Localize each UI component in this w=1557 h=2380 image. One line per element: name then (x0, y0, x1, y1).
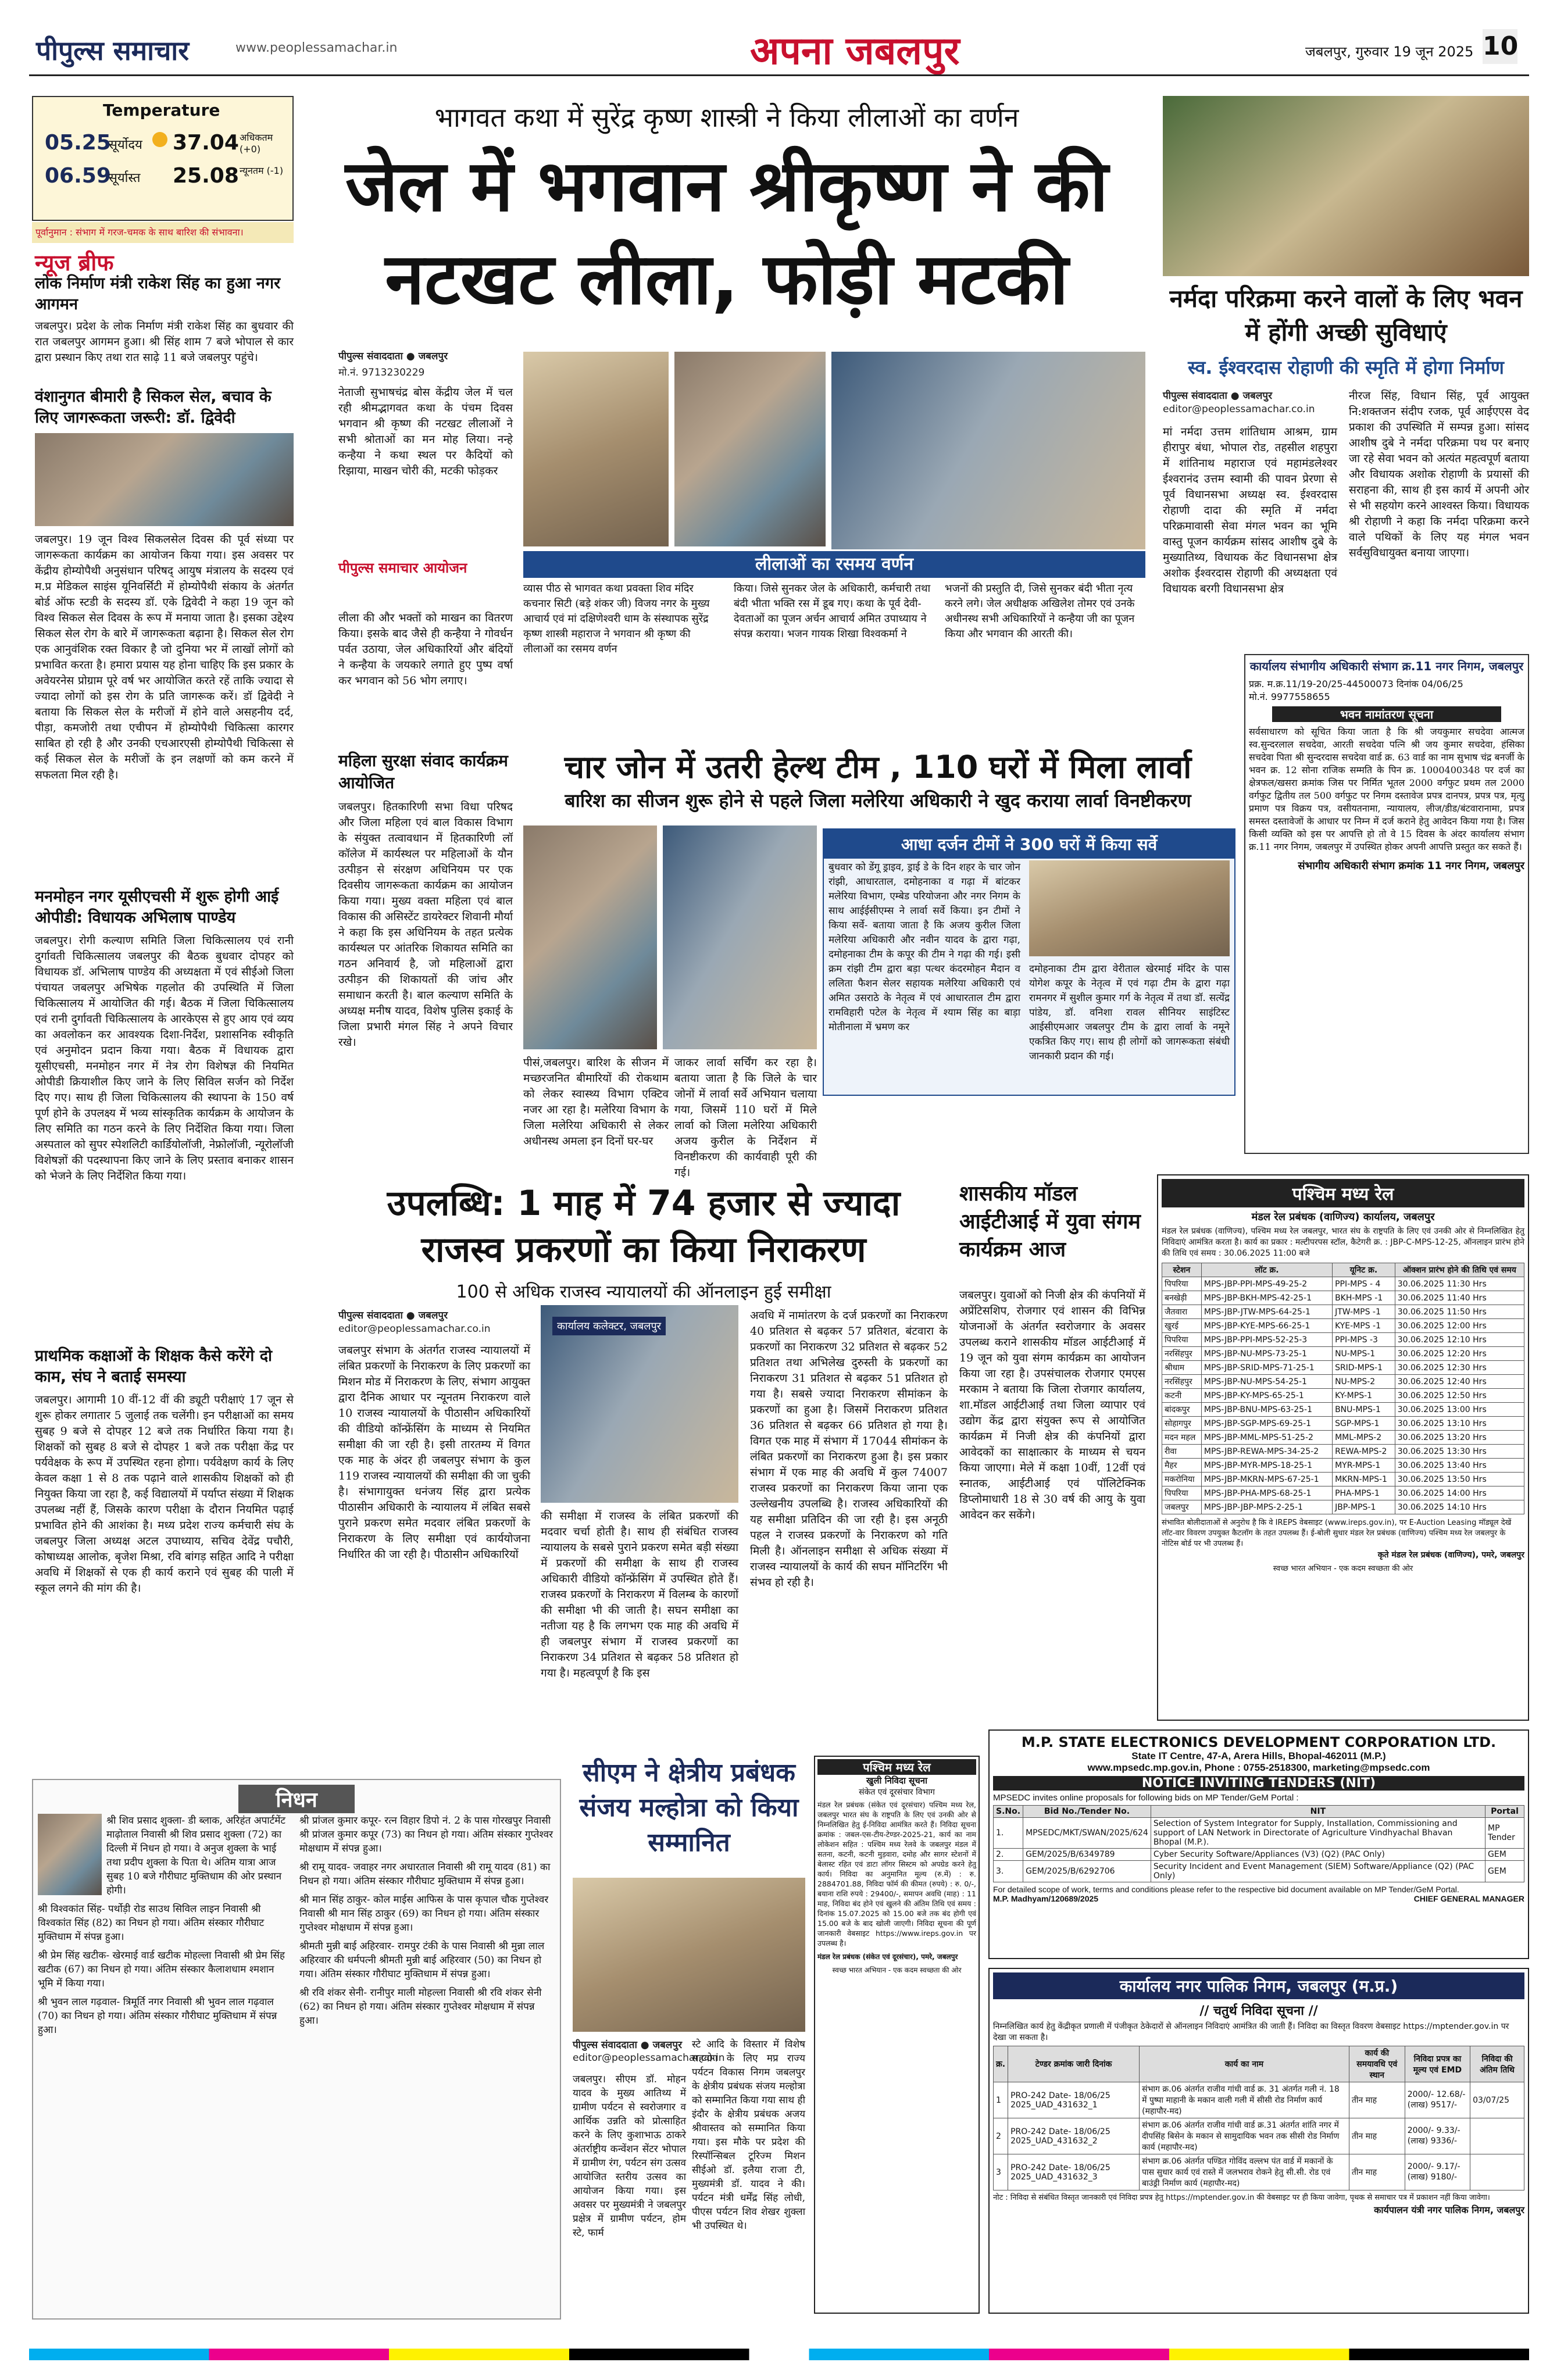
table-row (1162, 1333, 1524, 1347)
railway-header-cell: यूनिट क्र. (1333, 1263, 1395, 1277)
railway-cell: MYR-MPS-1 (1333, 1459, 1395, 1473)
railway-cell: नरसिंहपुर (1162, 1347, 1202, 1361)
nidhan-entry: श्रीमती मुन्नी बाई अहिरवार- रामपुर टंकी के पास निवासी श्री मुन्ना लाल अहिरवार की धर्मपत्नी श्रीमती मुन्नी बाई अहिरवार (50) का निधन हो गया। अंतिम संस्कार गौरीघाट मुक्तिधाम में संपन्न हुआ। (299, 1941, 545, 1980)
malaria-photo-1 (523, 826, 657, 1049)
railway-cell: 30.06.2025 13:30 Hrs (1395, 1445, 1524, 1459)
railway-cell: रीवा (1162, 1445, 1202, 1459)
table-row (994, 2118, 1524, 2154)
table-row (1162, 1486, 1524, 1500)
table-row (994, 1861, 1524, 1882)
mpsedc-cell: GEM/2025/B/6292706 (1023, 1861, 1151, 1882)
railway-cell: खुरई (1162, 1319, 1202, 1333)
mpsedc-notice (988, 1729, 1529, 1959)
railway-cell: 30.06.2025 13:20 Hrs (1395, 1431, 1524, 1445)
rail2-sub: संकेत एवं दूरसंचार विभाग (859, 1788, 935, 1797)
railway-cell: 30.06.2025 14:10 Hrs (1395, 1500, 1524, 1514)
property-sign: संभागीय अधिकारी संभाग क्रमांक 11 नगर निगम, जबलपुर (1298, 860, 1524, 872)
lead-byline: पीपुल्स संवाददाता ● जबलपुर (338, 351, 448, 362)
table-row (1162, 1319, 1524, 1333)
railway-cell: बांदकपुर (1162, 1403, 1202, 1417)
nn-intro: निम्नलिखित कार्य हेतु केंद्रीकृत प्रणाली में पंजीकृत ठेकेदारों से ऑनलाइन निविदाएं आमंत्रित की जाती हैं। निविदा का विस्तृत विवरण वेबसाइट https://mptender.gov.in पर देखा जा सकता है। (993, 2022, 1509, 2042)
malaria-box-title: आधा दर्जन टीमों ने 300 घरों में किया सर्वे (824, 830, 1234, 859)
cm-headline: सीएम ने क्षेत्रीय प्रबंधक संजय मल्होत्रा को किया सम्मानित (579, 1758, 799, 1857)
railway-cell: JBP-MPS-1 (1333, 1500, 1395, 1514)
sunrise-value: 05.25 (45, 131, 111, 155)
property-ref: प्रक्र. म.क्र.11/19-20/25-44500073 दिनांक 04/06/25 (1249, 678, 1463, 689)
railway-cell: NU-MPS-1 (1333, 1347, 1395, 1361)
malaria-box-text-1: बुधवार को डेंगू ड्राइव, ड्राई डे के दिन शहर के चार जोन रांझी, आधारताल, दमोहनाका व गढ़ा में बांटकर मलेरिया विभाग, एम्बेड परियोजना और नगर निगम के साथ आईईसीएम्स ने लार्वा सर्वे किया। इन टीमों ने किया सर्वे- बताया जाता है कि अजय कुरील जिला मलेरिया अधिकारी और नवीन यादव के द्वारा गढ़ा, दमोहनाका टीम के कपूर की टीम ने गढ़ा की गई। इसी क्रम रांझी टीम द्वारा बड़ा पत्थर कंदरमोहन मैदान व ललिता फैशन सेलर सहायक मलेरिया अधिकारी एवं अमित उसराठे के नेतृत्व में एवं आधारताल टीम द्वारा रामविहारी पटेल के नेतृत्व में श्याम सिंह का बाड़ा मोतीनाला में भ्रमण कर (829, 862, 1020, 1033)
nidhan-photo-1 (38, 1814, 102, 1895)
nagar_nigam-cell: PRO-242 Date- 18/06/25 2025_UAD_431632_1 (1008, 2082, 1140, 2118)
railway-cell: 30.06.2025 13:50 Hrs (1395, 1473, 1524, 1486)
property-title: भवन नामांतरण सूचना (1272, 706, 1501, 722)
railway-cell: सोहागपुर (1162, 1417, 1202, 1431)
railway-notice (1157, 1174, 1529, 1721)
mpsedc-sign: CHIEF GENERAL MANAGER (1413, 1894, 1524, 1903)
railway-cell: MPS-JBP-KY-MPS-65-25-1 (1201, 1389, 1332, 1403)
nidhan-entry: श्री प्रांजल कुमार कपूर- रत्न विहार डिपो नं. 2 के पास गोरखपुर निवासी श्री प्रांजल कुमार कपूर (73) का निधन हो गया। अंतिम संस्कार गुप्तेश्वर मोक्षधाम में संपन्न हुआ। (299, 1815, 553, 1854)
railway-cell: MKRN-MPS-1 (1333, 1473, 1395, 1486)
nagar_nigam-header-cell: टेण्डर क्रमांक जारी दिनांक (1008, 2046, 1140, 2082)
nagar_nigam-cell: 2 (994, 2118, 1008, 2154)
cm-text-1: जबलपुर। सीएम डॉ. मोहन यादव के मुख्य आतिथ्य में ग्रामीण पर्यटन से स्वरोजगार व आर्थिक उन्नति को प्रोत्साहित करने के लिए कुशाभाऊ ठाकरे अंतर्राष्ट्रीय कन्वेंशन सेंटर भोपाल में ग्रामीण रंग, पर्यटन संग उत्सव आयोजित स्तरीय उत्सव का आयोजन किया गया। इस अवसर पर मुख्यमंत्री ने जबलपुर प्रक्षेत्र में ग्रामीण पर्यटन, होम स्टे, फार्म (573, 2074, 686, 2239)
table-row (1162, 1361, 1524, 1375)
railway-cell: 30.06.2025 12:00 Hrs (1395, 1319, 1524, 1333)
railway-cell: MML-MPS-2 (1333, 1431, 1395, 1445)
issue-date: जबलपुर, गुरुवार 19 जून 2025 (1305, 44, 1474, 60)
brief-title-1: लोक निर्माण मंत्री राकेश सिंह का हुआ नगर आगमन (35, 274, 281, 313)
railway-cell: पिपरिया (1162, 1486, 1202, 1500)
mahila-headline: महिला सुरक्षा संवाद कार्यक्रम आयोजित (338, 751, 508, 792)
nagar_nigam-cell: PRO-242 Date- 18/06/25 2025_UAD_431632_2 (1008, 2118, 1140, 2154)
mpsedc-header-cell: S.No. (994, 1806, 1023, 1818)
railway-cell: 30.06.2025 11:50 Hrs (1395, 1305, 1524, 1319)
nidhan-col-1 (38, 1814, 288, 2037)
lead-headline: जेल में भगवान श्रीकृष्ण ने की नटखट लीला, फोड़ी मटकी (345, 145, 1109, 320)
rail2-sign: मंडल रेल प्रबंधक (संकेत एवं दूरसंचार), पमरे, जबलपुर (817, 1953, 958, 1961)
railway-cell: MPS-JBP-NU-MPS-54-25-1 (1201, 1375, 1332, 1389)
iti-headline: शासकीय मॉडल आईटीआई में युवा संगम कार्यक्रम आज (959, 1182, 1141, 1262)
railway-slogan: स्वच्छ भारत अभियान - एक कदम स्वच्छता की ओर (1273, 1564, 1413, 1573)
mpsedc-cell: 2. (994, 1849, 1023, 1861)
lead-photo-center (831, 352, 1145, 549)
railway-cell: BKH-MPS -1 (1333, 1291, 1395, 1305)
railway-cell: MPS-JBP-SRID-MPS-71-25-1 (1201, 1361, 1332, 1375)
nagar_nigam-cell: 2000/- 9.33/- (लाख) 9336/- (1405, 2118, 1470, 2154)
nidhan-entry: श्री प्रेम सिंह खटीक- खेरमाई वार्ड खटीक मोहल्ला निवासी श्री प्रेम सिंह खटीक (67) का निधन हो गया। अंतिम संस्कार कैलाशधाम श्मशान भूमि में किया गया। (38, 1950, 285, 1989)
table-row (994, 2154, 1524, 2190)
lead-photo-main (523, 352, 669, 546)
nidhan-entry: श्री विश्वकांत सिंह- पर्थोड़ी रोड साउथ सिविल लाइन निवासी श्री विश्वकांत सिंह (82) का निधन हो गया। अंतिम संस्कार गौरीघाट मुक्तिधाम में संपन्न हुआ। (38, 1903, 265, 1943)
mpsedc-title: M.P. STATE ELECTRONICS DEVELOPMENT CORPORATION LTD. (1021, 1734, 1497, 1750)
lead-col-a: व्यास पीठ से भागवत कथा प्रवक्ता शिव मंदिर कचनार सिटी (बड़े शंकर जी) विजय नगर के मुख्य आचार्य एवं मां दक्षिणेश्वरी धाम के संस्थापक सुरेंद्र कृष्ण शास्त्री महाराज ने भगवान श्री कृष्ण की लीलाओं का रसमय वर्णन (523, 583, 710, 655)
nn-table (993, 2046, 1524, 2190)
property-text: सर्वसाधारण को सूचित किया जाता है कि श्री जयकुमार सचदेवा आत्मज स्व.सुन्दरलाल सचदेवा, आरती सचदेवा पत्नि श्री जय कुमार सचदेवा, हंसिका सचदेवा पिता श्री सुन्दरदास सचदेवा वार्ड क्र. 63 वार्ड का नाम सुभाष चंद्र बनर्जी के भवन क्र. 12 सोना राजिक सम्मति के पिन क्र. 1000400348 पर दर्ज का क्षेत्रफल/खसरा क्रमांक जिस पर निर्मित भूतल 2000 वर्गफुट प्रथम तल 2000 वर्गफुट द्वितीय तल 500 वर्गफुट पर निगम दस्तावेज प्रपत्र दानपत्र, प्रपत्र पत्र, मृत्यु प्रमाण पत्र विक्रय पत्र, वसीयतनामा, न्यायालय, लीज/डीड/बंटवारानामा, प्रपत्र समस्त दस्तावेजों के आधार पर निम्न में दर्ज कराने हेतु आवेदन किया गया है। जिस किसी व्यक्ति को इस पर आपत्ति हो तो वे 15 दिवस के अंदर कार्यालय संभाग क्र.11 नगर निगम, जबलपुर में उपस्थित होकर अपनी आपत्ति प्रस्तुत कर सकते हैं। (1249, 726, 1524, 852)
railway-cell: REWA-MPS-2 (1333, 1445, 1395, 1459)
nagar_nigam-header-cell: क्र. (994, 2046, 1008, 2082)
railway-cell: 30.06.2025 13:10 Hrs (1395, 1417, 1524, 1431)
masthead (0, 0, 1557, 87)
railway-cell: नरसिंहपुर (1162, 1375, 1202, 1389)
mpsedc-table (993, 1805, 1524, 1882)
table-row (1162, 1431, 1524, 1445)
nagar_nigam-cell: 1 (994, 2082, 1008, 2118)
railway-office: मंडल रेल प्रबंधक (वाणिज्य) कार्यालय, जबलपुर (1251, 1211, 1435, 1223)
lead-text-1: नेताजी सुभाषचंद्र बोस केंद्रीय जेल में चल रही श्रीमद्भागवत कथा के पंचम दिवस भगवान श्री कृष्ण की नटखट लीलाओं ने सभी श्रोताओं का मन मोह लिया। नन्हे कन्हैया ने कथा स्थल पर कैदियों को रिझाया, माखन चोरी की, मटकी फोड़कर (338, 386, 513, 477)
malaria-sub: बारिश का सीजन शुरू होने से पहले जिला मलेरिया अधिकारी ने खुद कराया लार्वा विनष्टीकरण (565, 789, 1191, 812)
color-registration-bar (29, 2349, 1529, 2360)
lead-ad-line: पीपुल्स समाचार आयोजन (338, 560, 467, 576)
mpsedc-cell: MP Tender (1485, 1818, 1524, 1849)
railway-cell: 30.06.2025 13:40 Hrs (1395, 1459, 1524, 1473)
mpsedc-cell: GEM (1485, 1861, 1524, 1882)
railway-cell: KY-MPS-1 (1333, 1389, 1395, 1403)
mpsedc-addr: State IT Centre, 47-A, Arera Hills, Bhopal-462011 (M.P.) (1131, 1750, 1386, 1761)
nagar_nigam-header-cell: निविदा प्रपत्र का मूल्य एवं EMD (1405, 2046, 1470, 2082)
narmada-headline: नर्मदा परिक्रमा करने वालों के लिए भवन में होंगी अच्छी सुविधाएं (1169, 284, 1523, 346)
mpsedc-nit: NOTICE INVITING TENDERS (NIT) (993, 1776, 1524, 1791)
nidhan-col-2 (299, 1814, 555, 2028)
nn-footer: नोट : निविदा से संबंधित विस्तृत जानकारी एवं निविदा प्रपत्र हेतु https://mptender.gov.in की वेबसाइट पर ही किया जावेगा, पृथक से समाचार पत्र में प्रकाशन नहीं किया जावेगा। (993, 2193, 1490, 2202)
railway-intro: मंडल रेल प्रबंधक (वाणिज्य), पश्चिम मध्य रेल जबलपुर, भारत संघ के राष्ट्रपति के लिए एवं उनकी ओर से निम्नलिखित हेतु निविदाएं आमंत्रित करता है। कार्य का प्रकार : मल्टीपरपस स्टॉल, कैटेगरी क्र. : JBP-C-MPS-12-25, ऑनलाइन प्रारंभ होने की तिथि एवं समय : 30.06.2025 11:00 बजे (1162, 1227, 1524, 1258)
railway-cell: 30.06.2025 11:30 Hrs (1395, 1277, 1524, 1291)
malaria-box-photo (1029, 860, 1230, 956)
narmada-sub: स्व. ईश्वरदास रोहाणी की स्मृति में होगा निर्माण (1188, 356, 1504, 378)
min-temp: 25.08 (173, 164, 239, 188)
railway-cell: MPS-JBP-KYE-MPS-66-25-1 (1201, 1319, 1332, 1333)
malaria-photo-2 (663, 826, 817, 1049)
lead-col-c: भजनों की प्रस्तुति दी, जिसे सुनकर बंदी भीता नृत्य करने लगे। जेल अधीक्षक अखिलेश तोमर एवं उनके अधीनस्थ सभी अधिकारियों ने कन्हैया जी का पूजन किया और भगवान की आरती की। (945, 583, 1135, 640)
rail2-title: पश्चिम मध्य रेल (817, 1759, 976, 1775)
railway-cell: 30.06.2025 12:50 Hrs (1395, 1389, 1524, 1403)
nagar_nigam-cell (1470, 2154, 1524, 2190)
table-row (1162, 1277, 1524, 1291)
railway-title: पश्चिम मध्य रेल (1162, 1179, 1524, 1207)
sunset-value: 06.59 (45, 164, 111, 188)
nagar_nigam-cell: संभाग क्र.06 अंतर्गत राजीव गांधी वार्ड क्र.31 अंतर्गत शांति नगर में दीपसिंह बिसेन के मकान से सामुदायिक भवन तक सीसी रोड निर्माण कार्य (महापौर-मद) (1140, 2118, 1349, 2154)
table-row (1162, 1389, 1524, 1403)
mpsedc-cell: Cyber Security Software/Appliances (V3) (Q2) (PAC Only) (1151, 1849, 1485, 1861)
max-temp-label: अधिकतम (+0) (240, 132, 273, 155)
temperature-title: Temperature (103, 101, 220, 120)
revenue-headline-2: राजस्व प्रकरणों का किया निराकरण (421, 1230, 866, 1270)
page-number: 10 (1483, 29, 1517, 64)
railway-cell: मदन महल (1162, 1431, 1202, 1445)
max-temp: 37.04 (173, 131, 239, 155)
railway-cell: MPS-JBP-NU-MPS-73-25-1 (1201, 1347, 1332, 1361)
mpsedc-cell: GEM/2025/B/6349789 (1023, 1849, 1151, 1861)
nagar_nigam-cell: संभाग क्र.06 अंतर्गत राजीव गांधी वार्ड क्र. 31 अंतर्गत गली नं. 18 में पुष्पा माहानी के मकान वाली गली में सीसी रोड निर्माण कार्य (महापौर-मद) (1140, 2082, 1349, 2118)
railway-cell: जबलपुर (1162, 1500, 1202, 1514)
railway-cell: पिपरिया (1162, 1333, 1202, 1347)
property-office: कार्यालय संभागीय अधिकारी संभाग क्र.11 नगर निगम, जबलपुर (1249, 659, 1524, 673)
mpsedc-header-cell: Portal (1485, 1806, 1524, 1818)
table-row (1162, 1445, 1524, 1459)
nagar_nigam-cell: 03/07/25 (1470, 2082, 1524, 2118)
table-row (1162, 1305, 1524, 1319)
cm-byline: पीपुल्स संवाददाता ● जबलपुर (573, 2039, 683, 2051)
brief-text-3: जबलपुर। रोगी कल्याण समिति जिला चिकित्सालय एवं रानी दुर्गावती चिकित्सालय जबलपुर की बैठक बुधवार दोपहर को विधायक डॉ. अभिलाष पाण्डेय की अध्यक्षता में एवं सीईओ जिला पंचायत जबलपुर अभिषेक गहलोत की उपस्थिति में जिला चिकित्सालय में आयोजित की गई। बैठक में जिला चिकित्सालय एवं रानी दुर्गावती चिकित्सालय के आरकेएस से हुए आय एवं व्यय का अवलोकन कर आवश्यक दिशा-निर्देश, प्रशासनिक स्वीकृति एवं अनुमोदन प्रदान किया गया। बैठक में विधायक द्वारा यूसीएचसी, मनमोहन नगर में नेत्र रोग विशेषज्ञ की नियमित ओपीडी क्रियाशील किए जाने के लिए सिविल सर्जन को निर्देश दिए गए। साथ ही जिला चिकित्सालय की स्थापना के 150 वर्ष पूर्ण होने के उपलक्ष्य में भव्य सांस्कृतिक कार्यक्रम के आयोजन के लिए समिति का गठन करने के लिए निर्देशित किया गया। जिला अस्पताल को सुपर स्पेशलिटी कार्डियोलॉजी, नेफ्रोलॉजी, न्यूरोलॉजी विशेषज्ञों की पदस्थापना किए जाने के लिए प्रस्ताव बनाकर शासन को भेजने के लिए निर्देशित किया गया। (35, 934, 294, 1182)
revenue-text-1: जबलपुर संभाग के अंतर्गत राजस्व न्यायालयों में लंबित प्रकरणों के निराकरण के लिए प्रकरणों का मिशन मोड में निराकरण के लिए, संभाग आयुक्त द्वारा दैनिक आधार पर न्यूनतम निराकरण वाले 10 राजस्व न्यायालयों के पीठासीन अधिकारियों की वीडियो कॉन्फ्रेंसिंग के माध्यम से नियमित समीक्षा की जा रही है। इसी तारतम्य में विगत एक माह के अंदर ही जबलपुर संभाग के कुल 119 राजस्व न्यायालयों की समीक्षा की जा चुकी है। संभागायुक्त धनंजय सिंह द्वारा प्रत्येक पीठासीन अधिकारी के न्यायालय में लंबित सबसे पुराने प्रकरण समेत मदवार लंबित प्रकरणों के निराकरण के लिए समीक्षा एवं कार्ययोजना निर्धारित की जा रही है। पीठासीन अधिकारियों (338, 1344, 530, 1561)
railway-cell: श्रीधाम (1162, 1361, 1202, 1375)
railway-cell: MPS-JBP-JBP-MPS-2-25-1 (1201, 1500, 1332, 1514)
nagar_nigam-cell: तीन माह (1349, 2118, 1405, 2154)
railway-cell: मैहर (1162, 1459, 1202, 1473)
narmada-photo (1163, 96, 1529, 276)
revenue-photo-label: कार्यालय कलेक्टर, जबलपुर (552, 1317, 666, 1335)
nidhan-entry: श्री रामू यादव- जवाहर नगर अधारताल निवासी श्री रामू यादव (81) का निधन हो गया। अंतिम संस्कार गौरीघाट मुक्तिधाम में संपन्न हुआ। (299, 1861, 551, 1887)
mahila-text: जबलपुर। हितकारिणी सभा विधा परिषद और जिला महिला एवं बाल विकास विभाग के संयुक्त तत्वावधान में हितकारिणी लॉ कॉलेज में कार्यस्थल पर महिलाओं के यौन उत्पीड़न से संरक्षण अधिनियम पर एक दिवसीय जागरूकता कार्यक्रम का आयोजन किया गया। मुख्य वक्ता महिला एवं बाल विकास की असिस्टेंट डायरेक्टर शिवानी मौर्या ने कहा कि इस अधिनियम के तहत प्रत्येक कार्यस्थल पर आंतरिक शिकायत समिति का गठन अनिवार्य है, जो महिलाओं द्वारा उत्पीड़न की शिकायतों की जांच और समाधान करती है। बाल कल्याण समिति के अध्यक्ष मनीष यादव, विशेष पुलिस इकाई के जिला प्रभारी मंगल सिंह ने अपने विचार रखे। (338, 801, 513, 1049)
lead-photo-right (674, 352, 826, 546)
narmada-email[interactable]: editor@peoplessamachar.co.in (1163, 403, 1315, 415)
paper-name: पीपुल्स समाचार (36, 35, 190, 66)
malaria-col-2: जाकर लार्वा सर्चिंग कर रहा है। बताया जाता है कि जिले के चार जोनों में लार्वा सर्वे अभियान चलाया गया, जिसमें 110 घरों में मिले लार्वा को जिला मलेरिया अधिकारी अजय कुरील के निर्देशन में विनष्टीकरण की कार्यवाही पूरी की गई। (674, 1056, 817, 1179)
railway-cell: MPS-JBP-BNU-MPS-63-25-1 (1201, 1403, 1332, 1417)
railway-cell: मकरोनिया (1162, 1473, 1202, 1486)
railway-header-cell: स्टेशन (1162, 1263, 1202, 1277)
railway-cell: JTW-MPS -1 (1333, 1305, 1395, 1319)
sun-icon (152, 132, 167, 147)
malaria-headline: चार जोन में उतरी हेल्थ टीम , 110 घरों में मिला लार्वा (564, 749, 1192, 785)
railway-cell: 30.06.2025 11:40 Hrs (1395, 1291, 1524, 1305)
railway-cell: 30.06.2025 13:00 Hrs (1395, 1403, 1524, 1417)
railway-cell: MPS-JBP-MYR-MPS-18-25-1 (1201, 1459, 1332, 1473)
revenue-sub: 100 से अधिक राजस्व न्यायालयों की ऑनलाइन हुई समीक्षा (456, 1282, 831, 1302)
nagar_nigam-cell: संभाग क्र.06 अंतर्गत पण्डित गोविंद वल्लभ पंत वार्ड में मकानों के पास सुधार कार्य एवं रास्ते में जलभराव रोकने हेतु सी.सी. रोड एवं बाउंड्री निर्माण कार्य (महापौर-मद) (1140, 2154, 1349, 2190)
nidhan-entry: श्री रवि शंकर सेनी- रानीपुर माली मोहल्ला निवासी श्री रवि शंकर सेनी (62) का निधन हो गया। अंतिम संस्कार गुप्तेश्वर मोक्षधाम में संपन्न हुआ। (299, 1987, 542, 2027)
table-row (1162, 1347, 1524, 1361)
railway-cell: PPI-MPS -3 (1333, 1333, 1395, 1347)
railway-cell: MPS-JBP-BKH-MPS-42-25-1 (1201, 1291, 1332, 1305)
railway-cell: MPS-JBP-MML-MPS-51-25-2 (1201, 1431, 1332, 1445)
nn-sign: कार्यपालन यंत्री नगर पालिक निगम, जबलपुर (1374, 2204, 1524, 2215)
railway-cell: KYE-MPS -1 (1333, 1319, 1395, 1333)
railway-cell: BNU-MPS-1 (1333, 1403, 1395, 1417)
railway-cell: MPS-JBP-PPI-MPS-49-25-2 (1201, 1277, 1332, 1291)
nagar_nigam-cell: PRO-242 Date- 18/06/25 2025_UAD_431632_3 (1008, 2154, 1140, 2190)
nidhan-entry: श्री शिव प्रसाद शुक्ला- डी ब्लाक, अरिहंत अपार्टमेंट माढ़ोताल निवासी श्री शिव प्रसाद शुक्ला (72) का दिल्ली में निधन हो गया। वे अनुज शुक्ला के भाई तथा प्रदीप शुक्ला के पिता थे। अंतिम यात्रा आज सुबह 10 बजे गौरीघाट मुक्तिधाम की ओर प्रस्थान होगी। (106, 1815, 285, 1896)
table-row (1162, 1417, 1524, 1431)
mpsedc-cell: GEM (1485, 1849, 1524, 1861)
narmada-text-1: मां नर्मदा उत्तम शांतिधाम आश्रम, ग्राम हीरापुर बंधा, भोपाल रोड, तहसील शहपुरा में शांतिनाथ महाराज एवं महामंडलेश्वर ईश्वरानंद उत्तम स्वामी की पावन प्रेरणा से पूर्व विधानसभा अध्यक्ष स्व. ईश्वरदास रोहाणी दादा की स्मृति में नर्मदा परिक्रमावासी सेवा मंगल भवन का भूमि वास्तु पूजन कार्यक्रम सांसद आशीष दुबे के मुख्यातिथ्य, विधायक केंट विधानसभा क्षेत्र अशोक ईश्वरदास रोहाणी की अध्यक्षता एवं विधायक बरगी विधानसभा क्षेत्र (1163, 426, 1337, 595)
railway-cell: MPS-JBP-PPI-MPS-52-25-3 (1201, 1333, 1332, 1347)
table-row (1162, 1500, 1524, 1514)
rail2-slogan: स्वच्छ भारत अभियान - एक कदम स्वच्छता की ओर (832, 1966, 962, 1974)
property-notice (1244, 654, 1529, 1154)
nagar_nigam-header-cell: कार्य की समयावधि एवं स्थान (1349, 2046, 1405, 2082)
malaria-box-text-2: दमोहनाका टीम द्वारा वेरीताल खेरमाई मंदिर के पास योगेश कपूर के नेतृत्व में एवं गढ़ा टीम के द्वारा गढ़ा रामनगर में सुशील कुमार गर्ग के नेतृत्व में तथा डॉ. सत्येंद्र पांडेय, डॉ. वनिशा रावल सीनियर साइंटिस्ट आईसीएमआर जबलपुर टीम के द्वारा लार्वा के नमूने एकत्रित किए गए। साथ ही लोगों को जागरूकता संबंधी जानकारी प्रदान की गई। (1029, 963, 1230, 1062)
lead-kicker: भागवत कथा में सुरेंद्र कृष्ण शास्त्री ने किया लीलाओं का वर्णन (434, 102, 1019, 133)
property-mobile: मो.नं. 9977558655 (1249, 691, 1330, 702)
nn-title: कार्यालय नगर पालिक निगम, जबलपुर (म.प्र.) (993, 1972, 1524, 1999)
railway-cell: 30.06.2025 12:30 Hrs (1395, 1361, 1524, 1375)
rail2-office: खुली निविदा सूचना (866, 1775, 927, 1786)
railway-cell: MPS-JBP-SGP-MPS-69-25-1 (1201, 1417, 1332, 1431)
mpsedc-header-cell: Bid No./Tender No. (1023, 1806, 1151, 1818)
narmada-byline: पीपुल्स संवाददाता ● जबलपुर (1163, 390, 1273, 402)
railway-cell: MPS-JBP-REWA-MPS-34-25-2 (1201, 1445, 1332, 1459)
mpsedc-intro: MPSEDC invites online proposals for following bids on MP Tender/GeM Portal : (993, 1793, 1299, 1803)
lead-col-b: किया। जिसे सुनकर जेल के अधिकारी, कर्मचारी तथा बंदी भीता भक्ति रस में डूब गए। कथा के पूर्व देवी-देवताओं का पूजन अर्चन आचार्य अमित उपाध्याय ने संपन्न कराया। भजन गायक शिखा विश्वकर्मा ने (734, 583, 931, 640)
lead-text-2: लीला की और भक्तों को माखन का वितरण किया। इसके बाद जैसे ही कन्हैया ने गोवर्धन पर्वत उठाया, जेल अधिकारियों और बंदियों ने कन्हैया के जयकारे लगाते हुए पुष्प वर्षा कर भगवान को 56 भोग लगाए। (338, 612, 513, 687)
brief-title-4: प्राथमिक कक्षाओं के शिक्षक कैसे करेंगे दो काम, संघ ने बताई समस्या (35, 1347, 273, 1386)
railway-cell: 30.06.2025 12:40 Hrs (1395, 1375, 1524, 1389)
mpsedc-footer: For detailed scope of work, terms and conditions please refer to the respective bid document available on MP Tender/GeM Portal. (993, 1885, 1459, 1894)
mpsedc-cell: Security Incident and Event Management (SIEM) Software/Appliance (Q2) (PAC Only) (1151, 1861, 1485, 1882)
nagar_nigam-cell: तीन माह (1349, 2082, 1405, 2118)
railway-cell: 30.06.2025 12:20 Hrs (1395, 1347, 1524, 1361)
sunset-label: सूर्यास्त (109, 171, 141, 185)
forecast-strip: पूर्वानुमान : संभाग में गरज-चमक के साथ बारिश की संभावना। (32, 222, 294, 243)
railway-cell: PHA-MPS-1 (1333, 1486, 1395, 1500)
sunrise-label: सूर्योदय (109, 138, 142, 152)
table-row (994, 1849, 1524, 1861)
rail2-text: मंडल रेल प्रबंधक (संकेत एवं दूरसंचार) पश्चिम मध्य रेल, जबलपुर भारत संघ के राष्ट्रपति के लिए एवं उनकी ओर से निम्नलिखित हेतु ई-निविदा आमंत्रित करते हैं। निविदा सूचना क्रमांक : जबल-एस-टीय-टेण्डर-2025-21, कार्य का नाम लोकेशन सहित : पश्चिम मध्य रेलवे के जबलपुर मंडल में सतना, कटनी, कटनी मुड़वारा, दमोह और सागर स्टेशनों में बेलास्ट रहित एवं डाटा लॉगर सिस्टम को अपग्रेड करने हेतु कार्य। निविदा का अनुमानित मूल्य (रु.में) : रु. 2884701.88, निविदा फॉर्म की कीमत (रुपये) : रु. 0/-, बयाना राशि रुपये : 29400/-, समापन अवधि (माह) : 11 माह, निविदा बंद होने एवं खुलने की अंतिम तिथि एवं समय : दिनांक 15.07.2025 को 15.00 बजे तक बंद होगी एवं 15.00 बजे के बाद खोली जाएगी। निविदा सूचना की पूर्ण जानकारी वेबसाइट https://www.ireps.gov.in पर उपलब्ध है। (817, 1800, 976, 1947)
mpsedc-header-cell: NIT (1151, 1806, 1485, 1818)
railway-cell: SGP-MPS-1 (1333, 1417, 1395, 1431)
railway-cell: PPI-MPS - 4 (1333, 1277, 1395, 1291)
malaria-col-1: पीसं,जबलपुर। बारिश के सीजन में मच्छरजनित बीमारियों की रोकथाम को लेकर स्वास्थ्य विभाग एक्टिव नजर आ रहा है। मलेरिया विभाग के जिला मलेरिया अधिकारी से लेकर अधीनस्थ अमला इन दिनों घर-घर (523, 1056, 669, 1148)
mpsedc-contact[interactable]: www.mpsedc.mp.gov.in, Phone : 0755-2518300, marketing@mpsedc.com (1087, 1762, 1430, 1773)
nagar_nigam-cell (1470, 2118, 1524, 2154)
railway-cell: 30.06.2025 14:00 Hrs (1395, 1486, 1524, 1500)
railway-cell: MPS-JBP-JTW-MPS-64-25-1 (1201, 1305, 1332, 1319)
mpsedc-cell: Selection of System Integrator for Supply, Installation, Commissioning and support of LAN Network in Directorate of Agriculture Vindhyachal Bhavan Bhopal (M.P.). (1151, 1818, 1485, 1849)
news-brief-label: न्यूज ब्रीफ (35, 250, 114, 276)
railway-sign: कृते मंडल रेल प्रबंधक (वाणिज्य), पमरे, जबलपुर (1377, 1550, 1524, 1560)
nagar_nigam-cell: तीन माह (1349, 2154, 1405, 2190)
railway-cell: पिपरिया (1162, 1277, 1202, 1291)
railway-header-cell: लॉट क्र. (1201, 1263, 1332, 1277)
brief-text-2: जबलपुर। 19 जून विश्व सिकलसेल दिवस की पूर्व संध्या पर जागरूकता कार्यक्रम का आयोजन किया गया। इस अवसर पर केंद्रीय होम्योपैथी अनुसंधान परिषद् आयुष मंत्रालय के सदस्य एवं म.प्र मेडिकल साइंस यूनिवर्सिटी में होम्योपैथी संकाय के अंतर्गत बोर्ड ऑफ स्टडी के सदस्य डॉ. एके द्विवेदी ने कहा 19 जून को विश्व सिकल सेल दिवस के रूप में मनाया जाता है। इसका उद्देश्य सिकल सेल रोग के बारे में जागरूकता बढ़ाना है। सिकल सेल रोग एक आनुवंशिक रक्त विकार है जो दुनिया भर में लाखों लोगों को प्रभावित करता है। हमारा प्रयास यह होना चाहिए कि इस प्रकार के अवेयरनेस प्रोग्राम पूरे वर्ष भर आयोजित करते रहें ताकि ज्यादा से ज्यादा लोगों को इस रोग के प्रति जागरूक करें। डॉ द्विवेदी ने बताया कि सिकल सेल के मरीजों में होने वाले असहनीय दर्द, पीड़ा, कमजोरी तथा एचीपन में होम्योपैथी चिकित्सा कारगर साबित हो रही है और उनकी एचआरएसी होम्योपैथी चिकित्सा से कई सिकल सेल के मरीजों के इन लक्षणों को कम करने में सफलता मिल रही है। (35, 533, 294, 781)
nagar_nigam-header-cell: कार्य का नाम (1140, 2046, 1349, 2082)
railway-cell: बनखेड़ी (1162, 1291, 1202, 1305)
brief-text-4: जबलपुर। आगामी 10 वीं-12 वीं की ड्यूटी परीक्षाएं 17 जून से शुरू होकर लगातार 5 जुलाई तक चलेंगी। इन परीक्षाओं का समय सुबह 9 बजे से दोपहर 12 बजे तक निर्धारित किया गया है। शिक्षकों को सुबह 8 बजे से दोपहर 1 बजे तक परीक्षा केंद्र पर पर्यवेक्षक के रूप में उपस्थित रहना होगा। पर्यवेक्षण कार्य के लिए केवल कक्षा 1 से 8 तक पढ़ाने वाले शासकीय शिक्षकों को ही नियुक्त किया जा रहा है, कई विद्यालयों में पर्याप्त संख्या में शिक्षक उपलब्ध नहीं हैं, जिसके कारण परीक्षा के दौरान नियमित पढ़ाई प्रभावित होने की आशंका है। मध्य प्रदेश राज्य कर्मचारी संघ के जबलपुर जिला अध्यक्ष अटल उपाध्याय, सचिव देवेंद्र पचौरी, कोषाध्यक्ष आलोक, बृजेश मिश्रा, रवि बांगड़ सहित आदि ने परीक्षा अवधि में शिक्षकों से एक ही कार्य कराने एवं सुबह की पाली में स्कूल लगने की मांग की है। (35, 1393, 294, 1595)
brief-photo-2 (35, 433, 294, 526)
railway-cell: MPS-JBP-PHA-MPS-68-25-1 (1201, 1486, 1332, 1500)
railway-cell: MPS-JBP-MKRN-MPS-67-25-1 (1201, 1473, 1332, 1486)
temperature-box (32, 96, 294, 221)
narmada-text-2: नीरज सिंह, विधान सिंह, पूर्व आयुक्त नि:शक्तजन संदीप रजक, पूर्व आईएएस वेद प्रकाश की उपस्थिति में सम्पन्न हुआ। सांसद आशीष दुबे ने नर्मदा परिक्रमा पथ पर बनाए जा रहे सेवा भवन को अत्यंत महत्वपूर्ण बताया और विधायक अशोक रोहाणी के प्रयासों की सराहना की, साथ ही इस कार्य में अपनी ओर से भी सहयोग करने आश्वस्त किया। विधायक श्री रोहाणी ने कहा कि नर्मदा परिक्रमा करने वाले पथिकों के लिए यह मंगल भवन सर्वसुविधायुक्त बनाया जाएगा। (1349, 389, 1529, 559)
railway-header-cell: ऑक्शन प्रारंभ होने की तिथि एवं समय (1395, 1263, 1524, 1277)
table-row (994, 1818, 1524, 1849)
revenue-text-3: अवधि में नामांतरण के दर्ज प्रकरणों का निराकरण 40 प्रतिशत से बढ़कर 57 प्रतिशत, बंटवारा के प्रकरणों का निराकरण 32 प्रतिशत से बढ़कर 52 प्रतिशत तथा अभिलेख दुरुस्ती के प्रकरणों का निराकरण 31 प्रतिशत से बढ़कर 51 प्रतिशत हो गया है। सबसे ज्यादा निराकरण सीमांकन के प्रकरणों का हुआ है। जिसमें निराकरण प्रतिशत 36 प्रतिशत से बढ़कर 66 प्रतिशत हो गया है। विगत एक माह में संभाग में 17044 सीमांकन के लंबित प्रकरणों का निराकरण हुआ है। इस प्रकार संभाग में एक माह की अवधि में कुल 74007 राजस्व प्रकरणों का निराकरण किया जाना एक उल्लेखनीय उपलब्धि है। राजस्व अधिकारियों की यह समीक्षा प्रतिदिन की जा रही है। इस अनूठी पहल ने राजस्व प्रकरणों के निराकरण को गति मिली है। ऑनलाइन समीक्षा से अधिक संख्या में राजस्व न्यायालयों के कार्य की सघन मॉनिटरिंग भी संभव हो रही है। (750, 1309, 948, 1589)
railway-table (1162, 1263, 1524, 1514)
rail-tender-2 (814, 1756, 980, 2314)
nn-notice: // चतुर्थ निविदा सूचना // (1199, 2004, 1318, 2018)
railway-cell: SRID-MPS-1 (1333, 1361, 1395, 1375)
mpsedc-cell: 3. (994, 1861, 1023, 1882)
mpsedc-cell: 1. (994, 1818, 1023, 1849)
revenue-headline-1: उपलब्धि: 1 माह में 74 हजार से ज्यादा (387, 1183, 901, 1224)
table-row (994, 2082, 1524, 2118)
min-temp-label: न्यूनतम (-1) (240, 165, 284, 176)
table-row (1162, 1375, 1524, 1389)
mpsedc-madhyam: M.P. Madhyam/120689/2025 (993, 1894, 1099, 1903)
nagar_nigam-cell: 2000/- 9.17/- (लाख) 9180/- (1405, 2154, 1470, 2190)
section-title: अपना जबलपुर (750, 28, 960, 73)
iti-text: जबलपुर। युवाओं को निजी क्षेत्र की कंपनियों में अप्रेंटिसशिप, रोजगार एवं शासन की विभिन्न योजनाओं के अंतर्गत स्वरोजगार के अवसर उपलब्ध कराने शासकीय मॉडल आईटीआई में 19 जून को युवा संगम कार्यक्रम का आयोजन किया जा रहा है। उपसंचालक रोजगार एमएस मरकाम ने बताया कि जिला रोजगार कार्यालय, शा.मॉडल आईटीआई तथा जिला व्यापार एवं उद्योग केंद्र द्वारा संयुक्त रूप से आयोजित कार्यक्रम में निजी क्षेत्र की कंपनियों द्वारा आवेदकों का साक्षात्कार के माध्यम से चयन किया जाएगा। मेले में कक्षा 10वीं, 12वीं एवं स्नातक, आईटीआई एवं पॉलिटेक्निक डिप्लोमाधारी 18 से 30 वर्ष की आयु के युवा आवेदन कर सकेंगे। (959, 1289, 1145, 1521)
table-row (1162, 1473, 1524, 1486)
table-row (1162, 1403, 1524, 1417)
railway-footer: संभावित बोलीदाताओं से अनुरोध है कि वे IREPS वेबसाइट (www.ireps.gov.in), पर E-Auction Leasing मॉड्यूल देखें लॉट-वार विवरण उपयुक्त कैटलॉग के तहत उपलब्ध हैं। ई-बोली सुधार मंडल रेल प्रबंधक (वाणिज्य) पश्चिम मध्य रेल जबलपुर के नोटिस बोर्ड पर भी उपलब्ध हैं। (1162, 1518, 1512, 1548)
lead-photo-caption: लीलाओं का रसमय वर्णन (523, 551, 1145, 578)
nagar-nigam-notice (988, 1968, 1529, 2314)
cm-photo (573, 1878, 805, 2032)
cm-email[interactable]: editor@peoplessamachar.co.in (573, 2052, 725, 2064)
revenue-email[interactable]: editor@peoplessamachar.co.in (338, 1323, 491, 1335)
masthead-rule (29, 74, 1529, 76)
railway-cell: NU-MPS-2 (1333, 1375, 1395, 1389)
nidhan-entry: श्री मान सिंह ठाकुर- कोल माईस आफिस के पास कृपाल चौक गुप्तेश्वर निवासी श्री मान सिंह ठाकुर (69) का निधन हो गया। अंतिम संस्कार गुप्तेश्वर मोक्षधाम में संपन्न हुआ। (299, 1894, 549, 1934)
revenue-text-2: की समीक्षा में राजस्व के लंबित प्रकरणों की मदवार चर्चा होती है। साथ ही संबंधित राजस्व न्यायालय के सबसे पुराने प्रकरण समेत बड़ी संख्या में प्रकरणों की समीक्षा के साथ ही राजस्व अधिकारी वीडियो कॉन्फ्रेंसिंग में उपस्थित होते हैं। राजस्व प्रकरणों के निराकरण में विलम्ब के कारणों की समीक्षा भी की जाती है। सघन समीक्षा का नतीजा यह है कि लगभग एक माह की अवधि में ही जबलपुर संभाग में राजस्व प्रकरणों का निराकरण 34 प्रतिशत से बढ़कर 58 प्रतिशत हो गया है। महत्वपूर्ण है कि इस (541, 1510, 738, 1679)
brief-title-2: वंशानुगत बीमारी है सिकल सेल, बचाव के लिए जागरूकता जरूरी: डॉ. द्विवेदी (35, 388, 272, 427)
nidhan-title: निधन (238, 1785, 355, 1813)
table-row (1162, 1291, 1524, 1305)
nidhan-entry: श्री भुवन लाल गढ़वाल- त्रिमूर्ति नगर निवासी श्री भुवन लाल गढ़वाल (70) का निधन हो गया। अंतिम संस्कार गौरीघाट मुक्तिधाम में संपन्न हुआ। (38, 1996, 277, 2036)
table-row (1162, 1459, 1524, 1473)
paper-url[interactable]: www.peoplessamachar.in (235, 41, 398, 55)
brief-title-3: मनमोहन नगर यूसीएचसी में शुरू होगी आई ओपीडी: विधायक अभिलाष पाण्डेय (35, 888, 279, 927)
railway-cell: कटनी (1162, 1389, 1202, 1403)
cm-text-2: स्टे आदि के विस्तार में विशेष सहयोग के लिए मप्र राज्य पर्यटन विकास निगम जबलपुर के क्षेत्रीय प्रबंधक संजय मल्होत्रा को सम्मानित किया गया साथ ही इंदौर के क्षेत्रीय प्रबंधक अजय श्रीवास्तव को सम्मानित किया गया। इस मौके पर प्रदेश की रिस्पॉन्सिबल टूरिज्म मिशन सीईओ डॉ. इलैया राजा टी, मुख्यमंत्री डॉ. यादव ने की। पर्यटन मंत्री धर्मेंद्र सिंह लोधी, पीएस पर्यटन शिव शेखर शुक्ला भी उपस्थित थे। (692, 2039, 805, 2232)
nagar_nigam-cell: 3 (994, 2154, 1008, 2190)
lead-mobile: मो.नं. 9713230229 (338, 367, 425, 378)
nagar_nigam-header-cell: निविदा की अंतिम तिथि (1470, 2046, 1524, 2082)
revenue-byline: पीपुल्स संवाददाता ● जबलपुर (338, 1310, 448, 1321)
mpsedc-cell: MPSEDC/MKT/SWAN/2025/624 (1023, 1818, 1151, 1849)
railway-cell: 30.06.2025 12:10 Hrs (1395, 1333, 1524, 1347)
railway-cell: जैतवारा (1162, 1305, 1202, 1319)
nagar_nigam-cell: 2000/- 12.68/- (लाख) 9517/- (1405, 2082, 1470, 2118)
brief-text-1: जबलपुर। प्रदेश के लोक निर्माण मंत्री राकेश सिंह का बुधवार की रात जबलपुर आगमन हुआ। श्री सिंह शाम 7 बजे भोपाल से कार द्वारा प्रस्थान किए तथा रात साढ़े 11 बजे जबलपुर पहुंचे। (35, 320, 294, 364)
